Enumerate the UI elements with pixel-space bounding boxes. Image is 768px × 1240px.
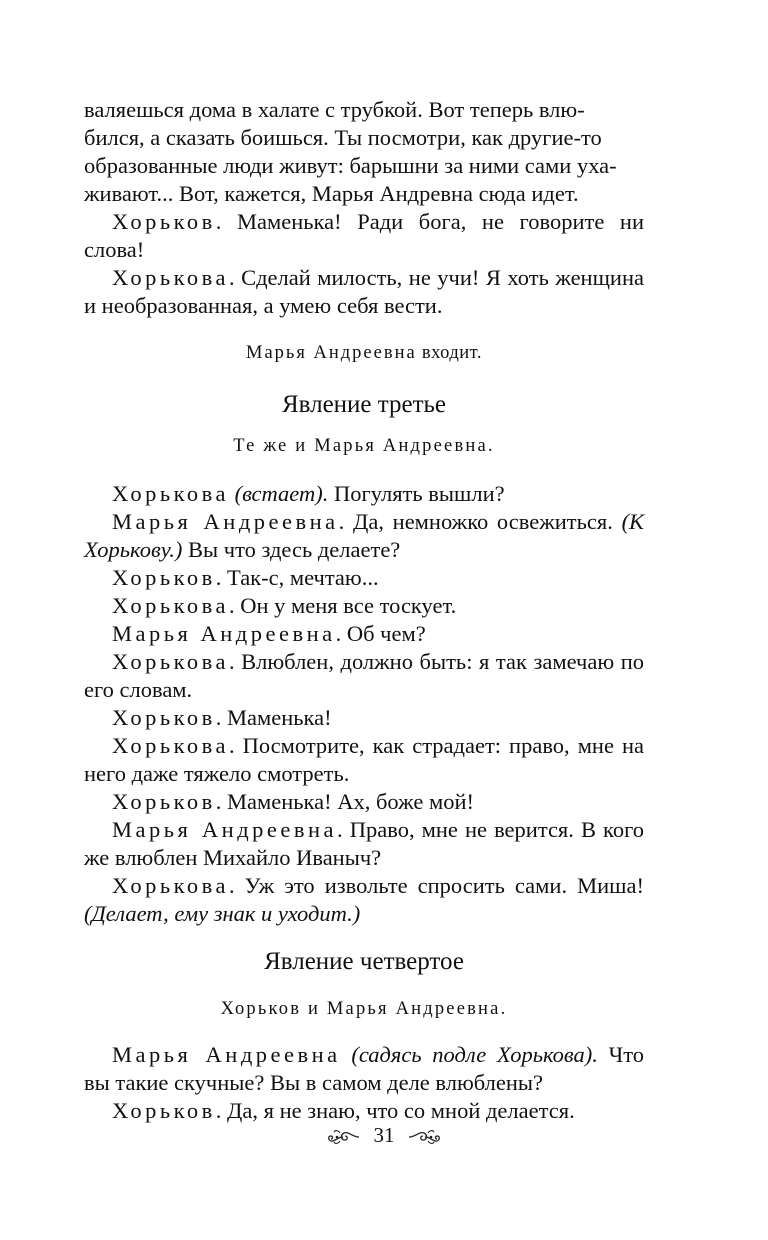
scene-cast: Хорьков и Марья Андреевна. — [220, 999, 508, 1019]
speaker-name: Хорькова — [112, 265, 229, 290]
text-line: живают... Вот, кажется, Марья Андревна сюда идет. — [84, 181, 579, 206]
dialogue-line — [84, 872, 644, 928]
dialogue-line — [84, 208, 644, 264]
speech-text: . Да, немножко освежиться. — [338, 509, 622, 534]
speaker-name: Марья Андреевна — [112, 1042, 341, 1067]
stage-text: входит. — [416, 343, 482, 363]
dialogue-line — [84, 788, 644, 816]
page-body — [84, 96, 644, 1125]
speaker-name: Хорьков — [112, 209, 216, 234]
speech-text: . Влюблен, должно быть: я так замечаю по его словам. — [84, 649, 644, 702]
speech-text: . Уж это извольте спросить сами. Миша! — [228, 873, 644, 898]
speaker-name: Хорькова — [112, 481, 229, 506]
speech-text: . Маменька! — [215, 705, 332, 730]
speaker-name: Хорькова — [112, 649, 229, 674]
stage-character-name: Марья Андреевна — [246, 343, 417, 363]
speech-text: . Право, мне не верится. В кого же влюблен Михайло Иваныч? — [84, 817, 644, 870]
speech-text: Что вы такие скучные? Вы в самом деле влюблены? — [84, 1042, 644, 1095]
scene-heading: Явление четвертое — [264, 948, 464, 975]
speech-text: . Маменька! Ради бога, не говорите ни слова! — [84, 209, 644, 262]
speaker-name: Хорькова — [112, 733, 229, 758]
speech-text: . Да, я не знаю, что со мной делается. — [215, 1098, 575, 1123]
speaker-name: Хорькова — [112, 593, 229, 618]
text-line: валяешься дома в халате с трубкой. Вот теперь влю- — [84, 97, 585, 122]
scene-cast: Те же и Марья Андреевна. — [233, 436, 495, 456]
speech-text: . Маменька! Ах, боже мой! — [215, 789, 474, 814]
speech-text: . Так-с, мечтаю... — [215, 565, 379, 590]
speaker-name: Марья Андреевна — [112, 621, 336, 646]
speech-text: . Посмотрите, как страдает: право, мне на него даже тяжело смотреть. — [84, 733, 644, 786]
speaker-name: Хорьков — [112, 1098, 216, 1123]
speaker-name: Хорьков — [112, 565, 216, 590]
dialogue-line — [84, 1041, 644, 1097]
dialogue-line — [84, 1097, 644, 1125]
dialogue-line — [84, 564, 644, 592]
text-line: бился, а сказать боишься. Ты посмотри, как другие-то — [84, 125, 602, 150]
dialogue-line — [84, 592, 644, 620]
dialogue-line — [84, 816, 644, 872]
dialogue-line — [84, 264, 644, 320]
speech-text: . Он у меня все тоскует. — [228, 593, 457, 618]
speech-text: Вы что здесь делаете? — [182, 537, 401, 562]
stage-remark: (встает). — [228, 481, 329, 506]
scene-heading: Явление третье — [281, 391, 447, 418]
speech-text: . Сделай милость, не учи! Я хоть женщина и необразованная, а умею себя вести. — [84, 265, 644, 318]
dialogue-line — [84, 508, 644, 564]
stage-direction — [84, 339, 644, 367]
stage-remark: (К Хорькову.) — [84, 509, 644, 562]
text-line: образованные люди живут: барышни за ними сами уха- — [84, 153, 617, 178]
dialogue-line — [84, 620, 644, 648]
dialogue-line — [84, 480, 644, 508]
speaker-name: Хорьков — [112, 789, 216, 814]
speaker-name: Хорькова — [112, 873, 229, 898]
dialogue-line — [84, 648, 644, 704]
flourish-ornament-icon — [408, 1123, 442, 1147]
speaker-name: Хорьков — [112, 705, 216, 730]
dialogue-line — [84, 732, 644, 788]
page-number: 31 — [373, 1123, 395, 1147]
flourish-ornament-icon — [326, 1123, 365, 1147]
speech-text: Погулять вышли? — [328, 481, 505, 506]
stage-remark: (садясь подле Хорькова). — [340, 1042, 598, 1067]
stage-remark: (Делает, ему знак и уходит.) — [84, 901, 361, 926]
speaker-name: Марья Андреевна — [112, 509, 339, 534]
dialogue-line — [84, 704, 644, 732]
page-footer — [0, 1122, 768, 1148]
speaker-name: Марья Андреевна — [112, 817, 338, 842]
continuation-paragraph — [84, 96, 644, 208]
speech-text: . Об чем? — [335, 621, 426, 646]
